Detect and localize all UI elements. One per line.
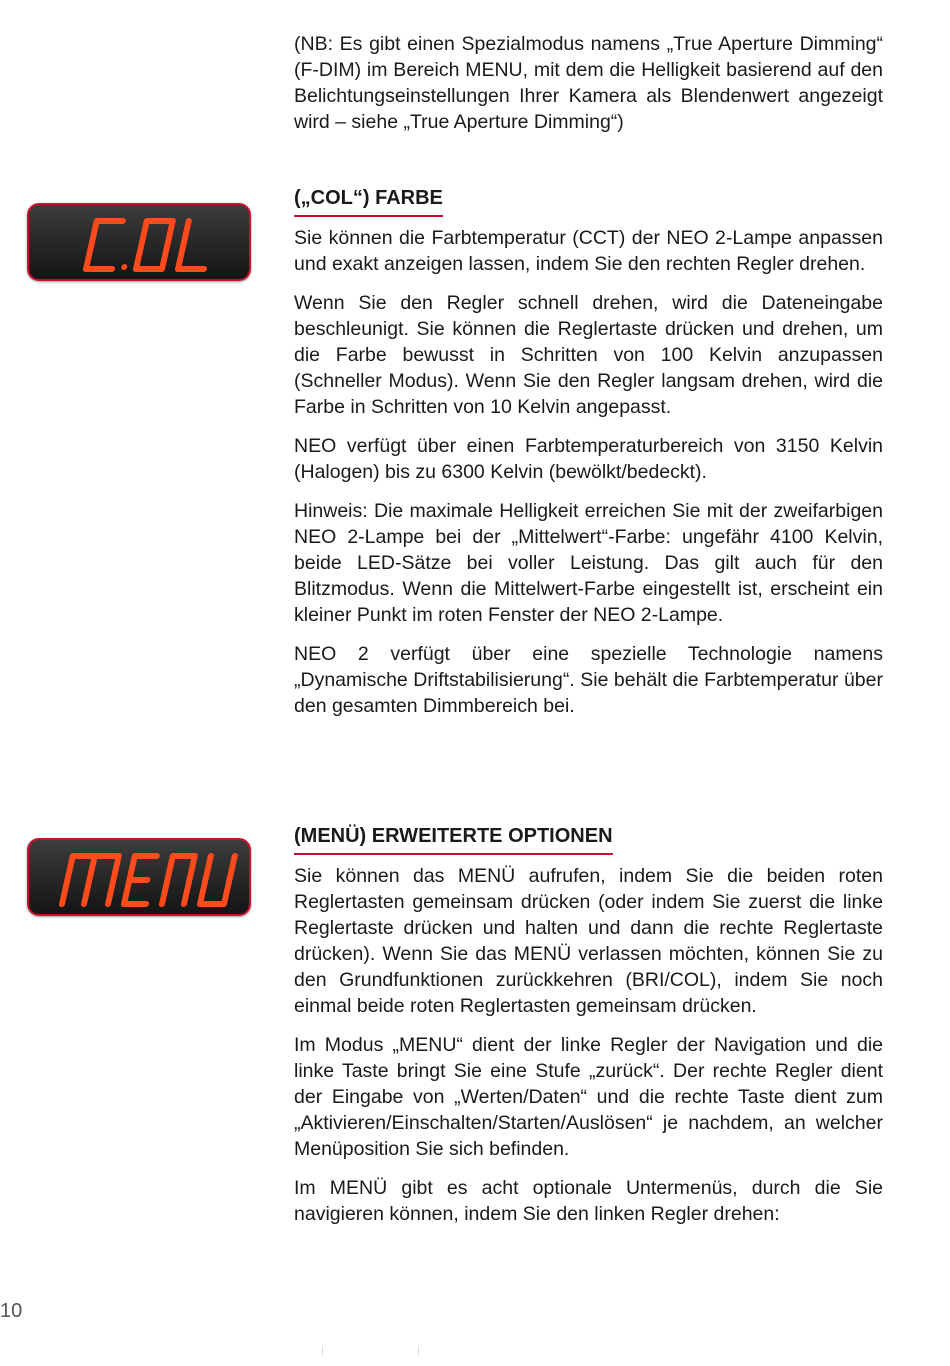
page-number: 10	[0, 1300, 23, 1322]
menu-heading: (MENÜ) ERWEITERTE OPTIONEN	[294, 823, 613, 855]
menu-segment-text	[29, 840, 251, 916]
menu-paragraph-2: Im Modus „MENU“ dient der linke Regler der Navigation und die linke Taste bringt Sie eine Stufe „zurück“. Der rechte Regler dient der Eingabe von „Werten/Daten“ und die rechte Taste dient zum „Aktivieren/Einschalten/Starten/Auslösen“ je nachdem, an welcher Menüposition Sie sich befinden.	[294, 1034, 883, 1160]
menu-paragraph-1: Sie können das MENÜ aufrufen, indem Sie die beiden roten Reglertasten gemeinsam drücken (oder indem Sie zuerst die linke Reglertaste drücken und halten und dann die rechte Reglertaste drücken). Wenn Sie das MENÜ verlassen möchten, können Sie zu den Grundfunktionen zurückkehren (BRI/COL), indem Sie noch einmal beide roten Reglertasten gemeinsam drücken.	[294, 865, 883, 1017]
footer-divider-left	[322, 1346, 323, 1356]
col-paragraph-4: Hinweis: Die maximale Helligkeit erreichen Sie mit der zweifarbigen NEO 2-Lampe bei der „Mittelwert“-Farbe: ungefähr 4100 Kelvin, beide LED-Sätze bei voller Leistung. Das gilt auch für den Blitzmodus. Wenn die Mittelwert-Farbe eingestellt ist, erscheint ein kleiner Punkt im roten Fenster der NEO 2-Lampe.	[294, 500, 883, 626]
col-paragraph-5: NEO 2 verfügt über eine spezielle Technologie namens „Dynamische Driftstabilisierung“. Sie behält die Farbtemperatur über den gesamten Dimmbereich bei.	[294, 643, 883, 717]
col-paragraph-1: Sie können die Farbtemperatur (CCT) der NEO 2-Lampe anpassen und exakt anzeigen lassen, indem Sie den rechten Regler drehen.	[294, 227, 883, 275]
col-section	[294, 185, 883, 719]
col-heading: („COL“) FARBE	[294, 185, 443, 217]
footer-divider-right	[418, 1346, 419, 1356]
menu-paragraph-3: Im MENÜ gibt es acht optionale Untermenüs, durch die Sie navigieren können, indem Sie den linken Regler drehen:	[294, 1177, 883, 1225]
col-paragraph-2: Wenn Sie den Regler schnell drehen, wird die Dateneingabe beschleunigt. Sie können die Reglertaste drücken und drehen, um die Farbe bewusst in Schritten von 100 Kelvin anzupassen (Schneller Modus). Wenn Sie den Regler langsam drehen, wird die Farbe in Schritten von 10 Kelvin angepasst.	[294, 292, 883, 418]
menu-display-image	[27, 838, 251, 916]
col-segment-text	[29, 205, 251, 281]
col-display-image	[27, 203, 251, 281]
menu-section	[294, 823, 883, 1227]
intro-note	[294, 31, 883, 135]
intro-paragraph: (NB: Es gibt einen Spezialmodus namens „True Aperture Dimming“ (F-DIM) im Bereich MENU, mit dem die Helligkeit basierend auf den Belichtungseinstellungen Ihrer Kamera als Blendenwert angezeigt wird – siehe „True Aperture Dimming“)	[294, 33, 883, 133]
col-paragraph-3: NEO verfügt über einen Farbtemperaturbereich von 3150 Kelvin (Halogen) bis zu 6300 Kelvin (bewölkt/bedeckt).	[294, 435, 883, 483]
